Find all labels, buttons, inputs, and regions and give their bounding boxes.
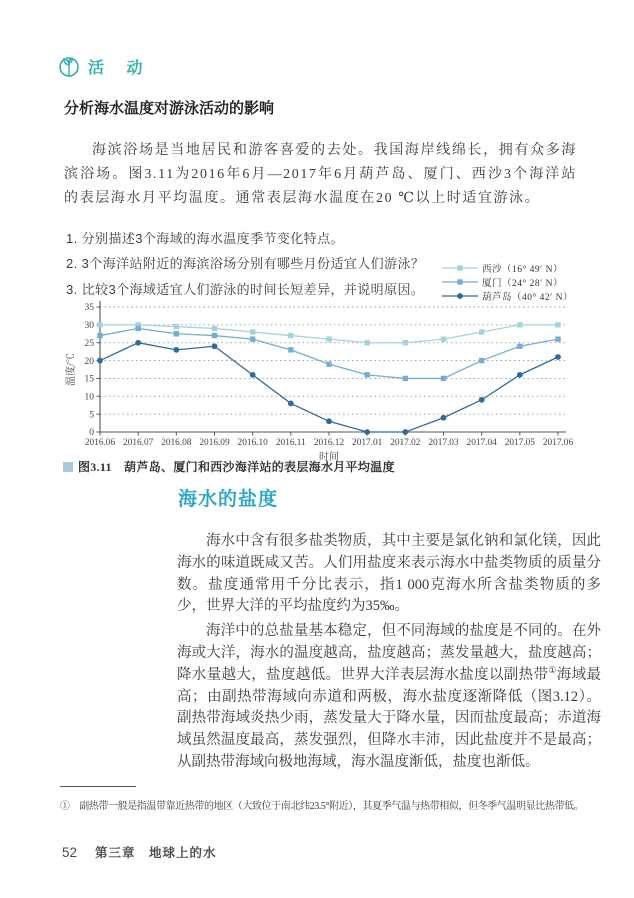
data-point [97,322,102,327]
data-point [364,429,370,435]
footnote-divider [60,786,136,787]
legend-row-0 [442,261,573,275]
data-point [288,333,293,338]
y-tick-label: 0 [89,428,94,439]
data-point [441,376,446,381]
data-point [250,329,255,334]
data-point [97,333,102,338]
data-point [174,331,179,336]
series-line-1 [100,328,558,378]
x-tick-label: 2016.10 [237,438,268,448]
data-point [288,401,294,407]
activity-sprout-icon [57,54,81,78]
y-tick-label: 10 [84,392,94,403]
data-point [326,336,331,341]
chapter-footer-text: 第三章 地球上的水 [95,846,217,860]
data-point [517,372,523,378]
data-point [173,347,179,353]
question-list [66,226,424,302]
data-point [174,324,179,329]
salinity-paragraph-2-text: 海洋中的总盐量基本稳定，但不同海域的盐度是不同的。在外海或大洋，海水的温度越高，盐度越高；蒸发量越大，盐度越高；降水量越大，盐度越低。世界大洋表层海水盐度以副热带 [177,623,601,683]
x-tick-label: 2016.06 [84,438,116,448]
legend-swatch [442,263,478,273]
salinity-paragraph-2-text-cont: 海域最高；由副热带海域向赤道和两极，海水盐度逐渐降低（图3.12）。副热带海域炎热少雨，蒸发量大于降水量，因而盐度最高；赤道海域虽然温度最高，蒸发强烈，但降水丰沛，因此盐度并不是最高；从副热带海域向极地海域，海水温度渐低，盐度也渐低。 [177,666,602,770]
page-number: 52 [62,845,78,860]
data-point [555,336,560,341]
activity-title: 分析海水温度对游泳活动的影响 [64,101,275,117]
data-point [97,358,103,364]
data-point [250,372,256,378]
intro-paragraph: 海滨浴场是当地居民和游客喜爱的去处。我国海岸线绵长，拥有众多海滨浴场。图3.11为2016年6月—2017年6月葫芦岛、厦门、西沙3个海洋站的表层海水月平均温度。通常表层海水温度在20 ℃以上时适宜游泳。 [64,143,577,206]
x-axis-title: 时间 [319,452,339,463]
data-point [135,340,141,346]
data-point [326,418,332,424]
data-point [212,343,218,349]
y-tick-label: 20 [84,356,94,367]
y-tick-label: 35 [84,303,94,314]
x-tick-label: 2017.05 [504,438,535,448]
data-point [326,361,331,366]
data-point [212,333,217,338]
legend-label-0: 西沙（16° 49′ N） [482,265,563,276]
x-tick-label: 2016.09 [199,438,230,448]
x-tick-label: 2017.01 [352,438,383,448]
data-point [555,322,560,327]
x-tick-label: 2016.11 [275,438,306,448]
data-point [517,322,522,327]
data-point [479,358,484,363]
data-point [402,429,408,435]
x-tick-label: 2016.08 [161,438,192,448]
data-point [479,397,485,403]
data-point [403,340,408,345]
data-point [212,326,217,331]
data-point [441,336,446,341]
x-tick-label: 2017.04 [466,438,497,448]
page-footer [62,843,217,861]
data-point [555,354,561,360]
data-point [403,376,408,381]
y-axis-title: 温度/℃ [66,353,77,386]
data-point [135,326,140,331]
data-point [364,372,369,377]
activity-header [57,54,151,78]
data-point [364,340,369,345]
x-tick-label: 2016.12 [313,438,345,448]
question-item-2: 2. 3个海洋站附近的海滨浴场分别有哪些月份适宜人们游泳？ [66,256,425,272]
salinity-paragraph-2 [177,621,601,774]
x-tick-label: 2016.07 [123,438,154,448]
caption-marker-square [63,462,73,472]
figure-caption [63,458,395,475]
section-heading-salinity: 海水的盐度 [178,489,279,510]
data-point [441,415,447,421]
legend-row-1 [442,275,573,289]
legend-label-1: 厦门（24° 28′ N） [482,279,563,290]
legend-swatch [442,277,478,287]
salinity-body [177,531,601,777]
data-point [517,344,522,349]
y-tick-label: 30 [84,321,94,332]
data-point [250,336,255,341]
data-point [479,329,484,334]
activity-label: 活 动 [88,59,152,77]
y-tick-label: 15 [84,374,94,385]
x-tick-label: 2017.03 [428,438,459,448]
question-item-1: 1. 分别描述3个海域的海水温度季节变化特点。 [66,231,344,246]
footnote-text: ① 副热带一般是指温带靠近热带的地区（大致位于南北纬23.5°附近），其夏季气温与热带相似，但冬季气温明显比热带低。 [60,801,584,812]
x-tick-label: 2017.06 [542,438,574,448]
y-tick-label: 25 [84,338,94,349]
figure-caption-text: 图3.11 葫芦岛、厦门和西沙海洋站的表层海水月平均温度 [78,460,395,474]
legend-label-2: 葫芦岛（40° 42′ N） [482,293,573,304]
question-item-3: 3. 比较3个海域适宜人们游泳的时间长短差异，并说明原因。 [66,281,425,297]
y-tick-label: 5 [89,410,94,421]
salinity-paragraph-1: 海水中含有很多盐类物质，其中主要是氯化钠和氯化镁，因此海水的味道既咸又苦。人们用盐度来表示海水中盐类物质的质量分数。盐度通常用千分比表示，指1 000克海水所含盐类物质的多少，世界大洋的平均盐度约为35‰。 [177,533,601,615]
data-point [288,347,293,352]
x-tick-label: 2017.02 [390,438,421,448]
temperature-chart [60,296,605,472]
footnote-reference-mark: ① [548,664,557,675]
